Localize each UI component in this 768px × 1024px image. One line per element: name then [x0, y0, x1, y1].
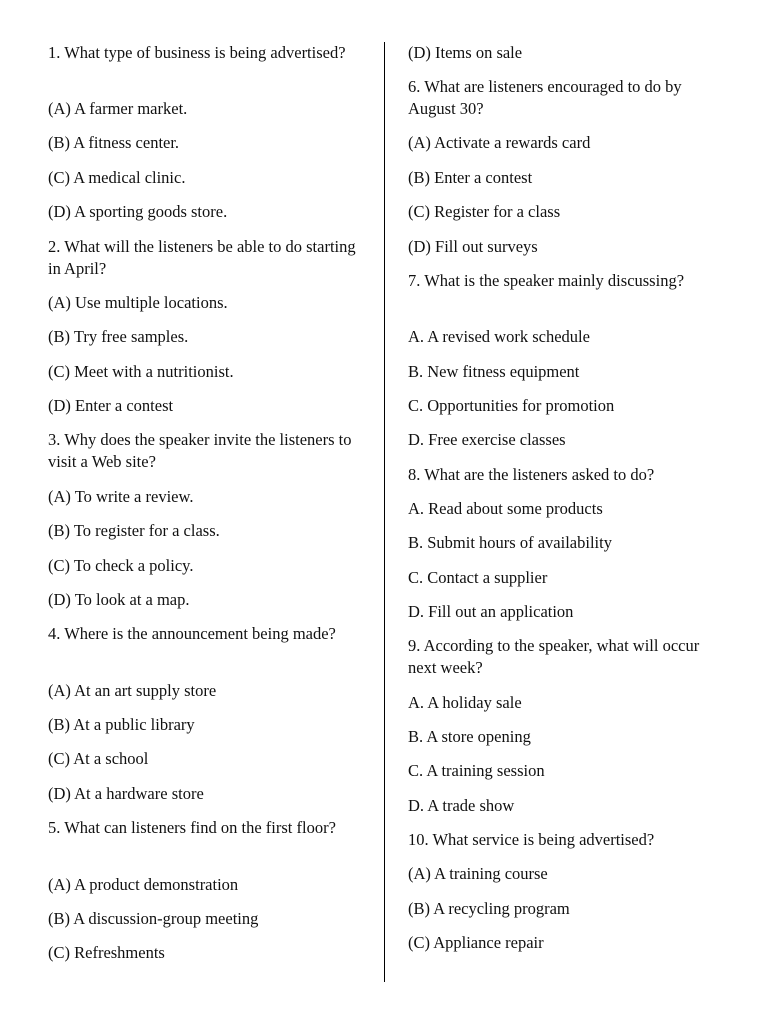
question-2-option-b: (B) Try free samples. — [48, 327, 189, 346]
question-7-option-d: D. Free exercise classes — [408, 430, 566, 449]
question-3-text: 3. Why does the speaker invite the listeners to visit a Web site? — [48, 430, 352, 471]
question-4-text: 4. Where is the announcement being made? — [48, 624, 336, 643]
question-5-option-d: (D) Items on sale — [408, 43, 523, 62]
question-5-text: 5. What can listeners find on the first floor? — [48, 818, 336, 837]
question-3-option-c: (C) To check a policy. — [48, 556, 194, 575]
question-6-option-d: (D) Fill out surveys — [408, 237, 538, 256]
question-3-option-a: (A) To write a review. — [48, 487, 194, 506]
question-7-option-b: B. New fitness equipment — [408, 362, 580, 381]
question-3-option-d: (D) To look at a map. — [48, 590, 190, 609]
question-10-option-b: (B) A recycling program — [408, 899, 570, 918]
question-2-option-c: (C) Meet with a nutritionist. — [48, 362, 234, 381]
question-4-option-c: (C) At a school — [48, 749, 149, 768]
question-8-option-b: B. Submit hours of availability — [408, 533, 612, 552]
question-5-option-c: (C) Refreshments — [48, 943, 165, 962]
question-6-option-c: (C) Register for a class — [408, 202, 561, 221]
question-10-option-a: (A) A training course — [408, 864, 548, 883]
question-1-option-a: (A) A farmer market. — [48, 99, 188, 118]
question-1-option-c: (C) A medical clinic. — [48, 168, 186, 187]
question-3-option-b: (B) To register for a class. — [48, 521, 220, 540]
question-9-option-b: B. A store opening — [408, 727, 531, 746]
question-10-option-c: (C) Appliance repair — [408, 933, 544, 952]
question-6-option-b: (B) Enter a contest — [408, 168, 533, 187]
question-2-text: 2. What will the listeners be able to do starting in April? — [48, 237, 356, 278]
question-1-text: 1. What type of business is being advertised? — [48, 43, 346, 62]
question-9-option-a: A. A holiday sale — [408, 693, 522, 712]
question-9-option-c: C. A training session — [408, 761, 545, 780]
question-2-option-d: (D) Enter a contest — [48, 396, 174, 415]
question-8-option-d: D. Fill out an application — [408, 602, 574, 621]
question-7-option-a: A. A revised work schedule — [408, 327, 590, 346]
question-8-text: 8. What are the listeners asked to do? — [408, 465, 655, 484]
question-2-option-a: (A) Use multiple locations. — [48, 293, 228, 312]
question-1-option-b: (B) A fitness center. — [48, 133, 180, 152]
question-10-text: 10. What service is being advertised? — [408, 830, 655, 849]
question-9-option-d: D. A trade show — [408, 796, 515, 815]
question-8-option-c: C. Contact a supplier — [408, 568, 548, 587]
question-7-option-c: C. Opportunities for promotion — [408, 396, 615, 415]
question-4-option-d: (D) At a hardware store — [48, 784, 204, 803]
question-5-option-b: (B) A discussion-group meeting — [48, 909, 259, 928]
column-divider — [384, 42, 385, 982]
question-4-option-b: (B) At a public library — [48, 715, 195, 734]
question-6-text: 6. What are listeners encouraged to do by August 30? — [408, 77, 682, 118]
question-8-option-a: A. Read about some products — [408, 499, 603, 518]
question-6-option-a: (A) Activate a rewards card — [408, 133, 591, 152]
question-1-option-d: (D) A sporting goods store. — [48, 202, 228, 221]
question-5-option-a: (A) A product demonstration — [48, 875, 239, 894]
question-7-text: 7. What is the speaker mainly discussing? — [408, 271, 685, 290]
question-9-text: 9. According to the speaker, what will occur next week? — [408, 636, 700, 677]
question-4-option-a: (A) At an art supply store — [48, 681, 217, 700]
